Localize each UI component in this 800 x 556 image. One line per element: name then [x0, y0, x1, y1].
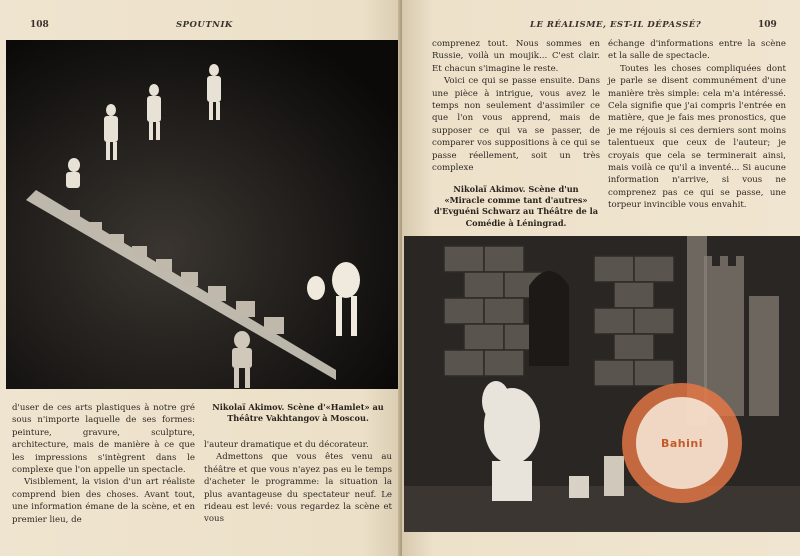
- paragraph: Admettons que vous êtes venu au théâtre et que vous n'ayez pas eu le temps d'acheter le programme: la situation la plus avantageuse du spectateur neuf. Le rideau est levé: vous regardez la scène et vous: [204, 452, 392, 525]
- page-number-left: 108: [30, 20, 49, 30]
- right-column-2: [608, 38, 786, 212]
- paragraph: l'auteur dramatique et du décorateur.: [204, 440, 369, 450]
- miracle-stage-photo: [404, 236, 800, 532]
- paragraph: échange d'informations entre la scène et la salle de spectacle.: [608, 39, 786, 62]
- paragraph: Voici ce qui se passe ensuite. Dans une pièce à intrigue, vous avez le temps non seulement d'assimiler ce que l'on vous apprend, mais de supposer ce qui va se passer, de comparer vos suppositions à ce qui se passe réellement, soit un très complexe: [432, 76, 600, 174]
- watermark-stamp: [622, 383, 742, 503]
- paragraph: Toutes les choses compliquées dont je parle se disent communément d'une manière très simple: cela m'a intéressé. Cela signifie que j'ai compris l'entrée en matière, que je fais mes pronostics, que je me réjouis si ces derniers sont moins talentueux que ceux de l'auteur; je croyais que cela se terminerait ainsi, mais voilà ce qu'il a inventé... Si aucune information n'arrive, si vous ne comprenez pas ce qui se passe, une torpeur invincible vous envahit.: [608, 63, 786, 211]
- left-column-1: [12, 402, 195, 526]
- photo-caption-left: Nikolaï Akimov. Scène d'«Hamlet» au Théâtre Vakhtangov à Moscou.: [212, 402, 384, 424]
- right-page: [402, 0, 800, 556]
- page-number-right: 109: [758, 20, 777, 30]
- paragraph: d'user de ces arts plastiques à notre gré sous n'importe laquelle de ses formes: peinture, gravure, sculpture, architecture, mais de manière à ce que les impressions s'intègrent dans le complexe que l'on appelle un spectacle.: [12, 403, 195, 476]
- watermark-text: Bahini: [660, 436, 703, 450]
- paragraph: Visiblement, la vision d'un art réaliste comprend bien des choses. Avant tout, une information émane de la scène, et en premier lieu, de: [12, 477, 195, 525]
- running-head-left: SPOUTNIK: [176, 20, 233, 30]
- photo-caption-right: Nikolaï Akimov. Scène d'un «Miracle comme tant d'autres» d'Evguéni Schwarz au Théâtre de la Comédie à Léningrad.: [433, 184, 599, 228]
- left-column-2: [204, 439, 392, 526]
- right-column-1: [432, 38, 600, 174]
- hamlet-stage-photo: [6, 40, 400, 389]
- running-head-right: LE RÉALISME, EST-IL DÉPASSÉ?: [530, 20, 702, 30]
- paragraph: comprenez tout. Nous sommes en Russie, voilà un moujik... C'est clair. Et chacun s'imagine le reste.: [432, 39, 600, 74]
